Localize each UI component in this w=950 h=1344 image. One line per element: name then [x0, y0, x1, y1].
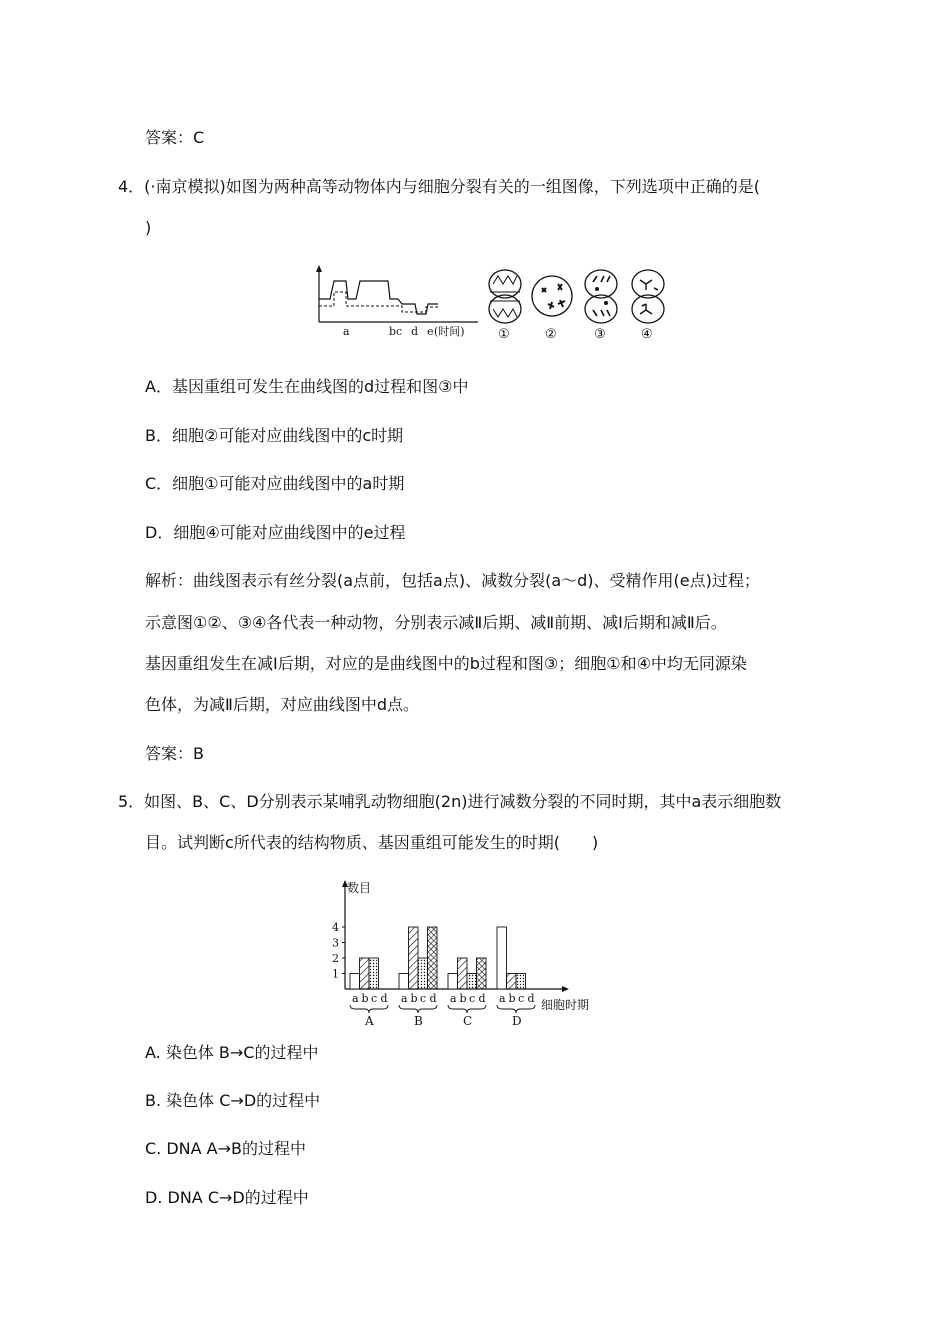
q5-bar-D-c: [516, 974, 526, 990]
q5-group-brace: [497, 1005, 535, 1013]
q4-stem-line1: 4．(·南京模拟)如图为两种高等动物体内与细胞分裂有关的一组图像，下列选项中正确的是(: [118, 177, 760, 196]
q4-x-label-bc: bc: [389, 325, 403, 338]
q4-analysis-line4: 色体，为减Ⅱ后期，对应曲线图中d点。: [145, 695, 420, 714]
q5-group-label-B: B: [414, 1014, 423, 1026]
q5-sub-label: a: [352, 992, 359, 1005]
q5-bars: [350, 927, 526, 989]
q5-x-axis-arrow: [562, 986, 569, 992]
q5-sub-label: d: [429, 992, 437, 1005]
q5-sub-label: b: [410, 992, 418, 1005]
q5-option-c: C. DNA A→B的过程中: [145, 1139, 306, 1158]
q5-y-tick-label: 3: [332, 936, 339, 950]
q4-option-a: A．基因重组可发生在曲线图的d过程和图③中: [145, 377, 469, 396]
q5-bar-D-a: [497, 927, 507, 989]
q5-bar-C-b: [458, 958, 468, 989]
q5-option-d: D. DNA C→D的过程中: [145, 1188, 309, 1207]
q4-y-axis-arrow: [316, 265, 322, 272]
q4-dashed-curve: [319, 292, 438, 312]
q4-figure: [310, 262, 685, 348]
q4-cell-1-drawing: [489, 270, 521, 323]
q3-answer: 答案：C: [145, 128, 205, 147]
q4-option-c: C．细胞①可能对应曲线图中的a时期: [145, 474, 405, 493]
q5-sub-label: b: [459, 992, 467, 1005]
q5-sub-label: c: [420, 992, 427, 1005]
q4-cell-label-2: ②: [545, 327, 557, 342]
q5-x-axis-label: 细胞时期: [541, 998, 590, 1012]
q5-option-a: A. 染色体 B→C的过程中: [145, 1043, 319, 1062]
q5-sub-label: b: [361, 992, 369, 1005]
q4-curve-and-cells: [310, 262, 685, 344]
q4-x-label-e: e: [427, 325, 434, 338]
q4-option-b: B．细胞②可能对应曲线图中的c时期: [145, 426, 404, 445]
q5-y-axis-label: 数目: [347, 881, 372, 895]
q5-group-brace: [350, 1005, 388, 1013]
q5-bar-C-c: [467, 974, 477, 990]
q4-stem-line2: ): [145, 218, 152, 237]
q4-option-d: D．细胞④可能对应曲线图中的e过程: [145, 523, 406, 542]
q5-y-tick-label: 1: [332, 967, 339, 981]
q5-sub-label: b: [508, 992, 516, 1005]
q5-bar-D-b: [507, 974, 517, 990]
q5-sub-label: d: [527, 992, 535, 1005]
q4-cell-2-drawing: [532, 276, 572, 316]
q5-sub-label: c: [371, 992, 378, 1005]
q5-sub-label: d: [478, 992, 486, 1005]
q5-bar-A-b: [360, 958, 370, 989]
q4-x-label-a: a: [343, 325, 350, 338]
q5-y-tick-label: 4: [332, 921, 339, 934]
q4-cell-4-drawing: [632, 270, 664, 323]
q5-stem-line2: 目。试判断c所代表的结构物质、基因重组可能发生的时期( ): [145, 833, 599, 852]
q5-group-label-C: C: [463, 1014, 473, 1026]
q5-group-brace: [399, 1005, 437, 1013]
q4-analysis-line1: 解析：曲线图表示有丝分裂(a点前，包括a点)、减数分裂(a～d)、受精作用(e点)过程；: [145, 571, 760, 590]
q5-bar-chart: [315, 878, 600, 1026]
q5-sub-label: a: [499, 992, 506, 1005]
q5-sub-label: a: [401, 992, 408, 1005]
q4-answer: 答案：B: [145, 744, 204, 763]
q5-bar-B-d: [428, 927, 438, 989]
q5-bar-C-a: [448, 974, 458, 990]
q5-bar-A-a: [350, 974, 360, 990]
q5-bar-B-b: [409, 927, 419, 989]
q5-option-b: B. 染色体 C→D的过程中: [145, 1091, 321, 1110]
q5-sub-label: d: [380, 992, 388, 1005]
q5-sub-label: c: [518, 992, 525, 1005]
q5-group-label-D: D: [512, 1014, 522, 1026]
q4-x-axis-label: (时间): [434, 325, 465, 338]
q5-group-brace: [448, 1005, 486, 1013]
q5-bar-A-c: [369, 958, 379, 989]
q5-bar-B-a: [399, 974, 409, 990]
q4-cell-label-3: ③: [594, 327, 606, 342]
q5-bar-B-c: [418, 958, 428, 989]
q4-cell-3-drawing: [585, 270, 617, 323]
q5-stem-line1: 5．如图、B、C、D分别表示某哺乳动物细胞(2n)进行减数分裂的不同时期，其中a表示细胞数: [118, 792, 782, 811]
q5-y-tick-label: 2: [332, 952, 339, 965]
q4-solid-curve: [319, 281, 438, 314]
q5-sub-label: c: [469, 992, 476, 1005]
q4-x-label-d: d: [411, 325, 419, 338]
q5-bar-C-d: [477, 958, 487, 989]
q5-labels: [332, 880, 589, 1026]
q4-analysis-line3: 基因重组发生在减Ⅰ后期，对应的是曲线图中的b过程和图③；细胞①和④中均无同源染: [145, 654, 747, 673]
q4-cell-label-1: ①: [498, 327, 510, 342]
q5-sub-label: a: [450, 992, 457, 1005]
q4-analysis-line2: 示意图①②、③④各代表一种动物，分别表示减Ⅱ后期、减Ⅱ前期、减Ⅰ后期和减Ⅱ后。: [145, 613, 727, 632]
q5-group-label-A: A: [365, 1014, 374, 1026]
q5-chart: [315, 878, 600, 1030]
q4-cell-label-4: ④: [641, 327, 653, 342]
